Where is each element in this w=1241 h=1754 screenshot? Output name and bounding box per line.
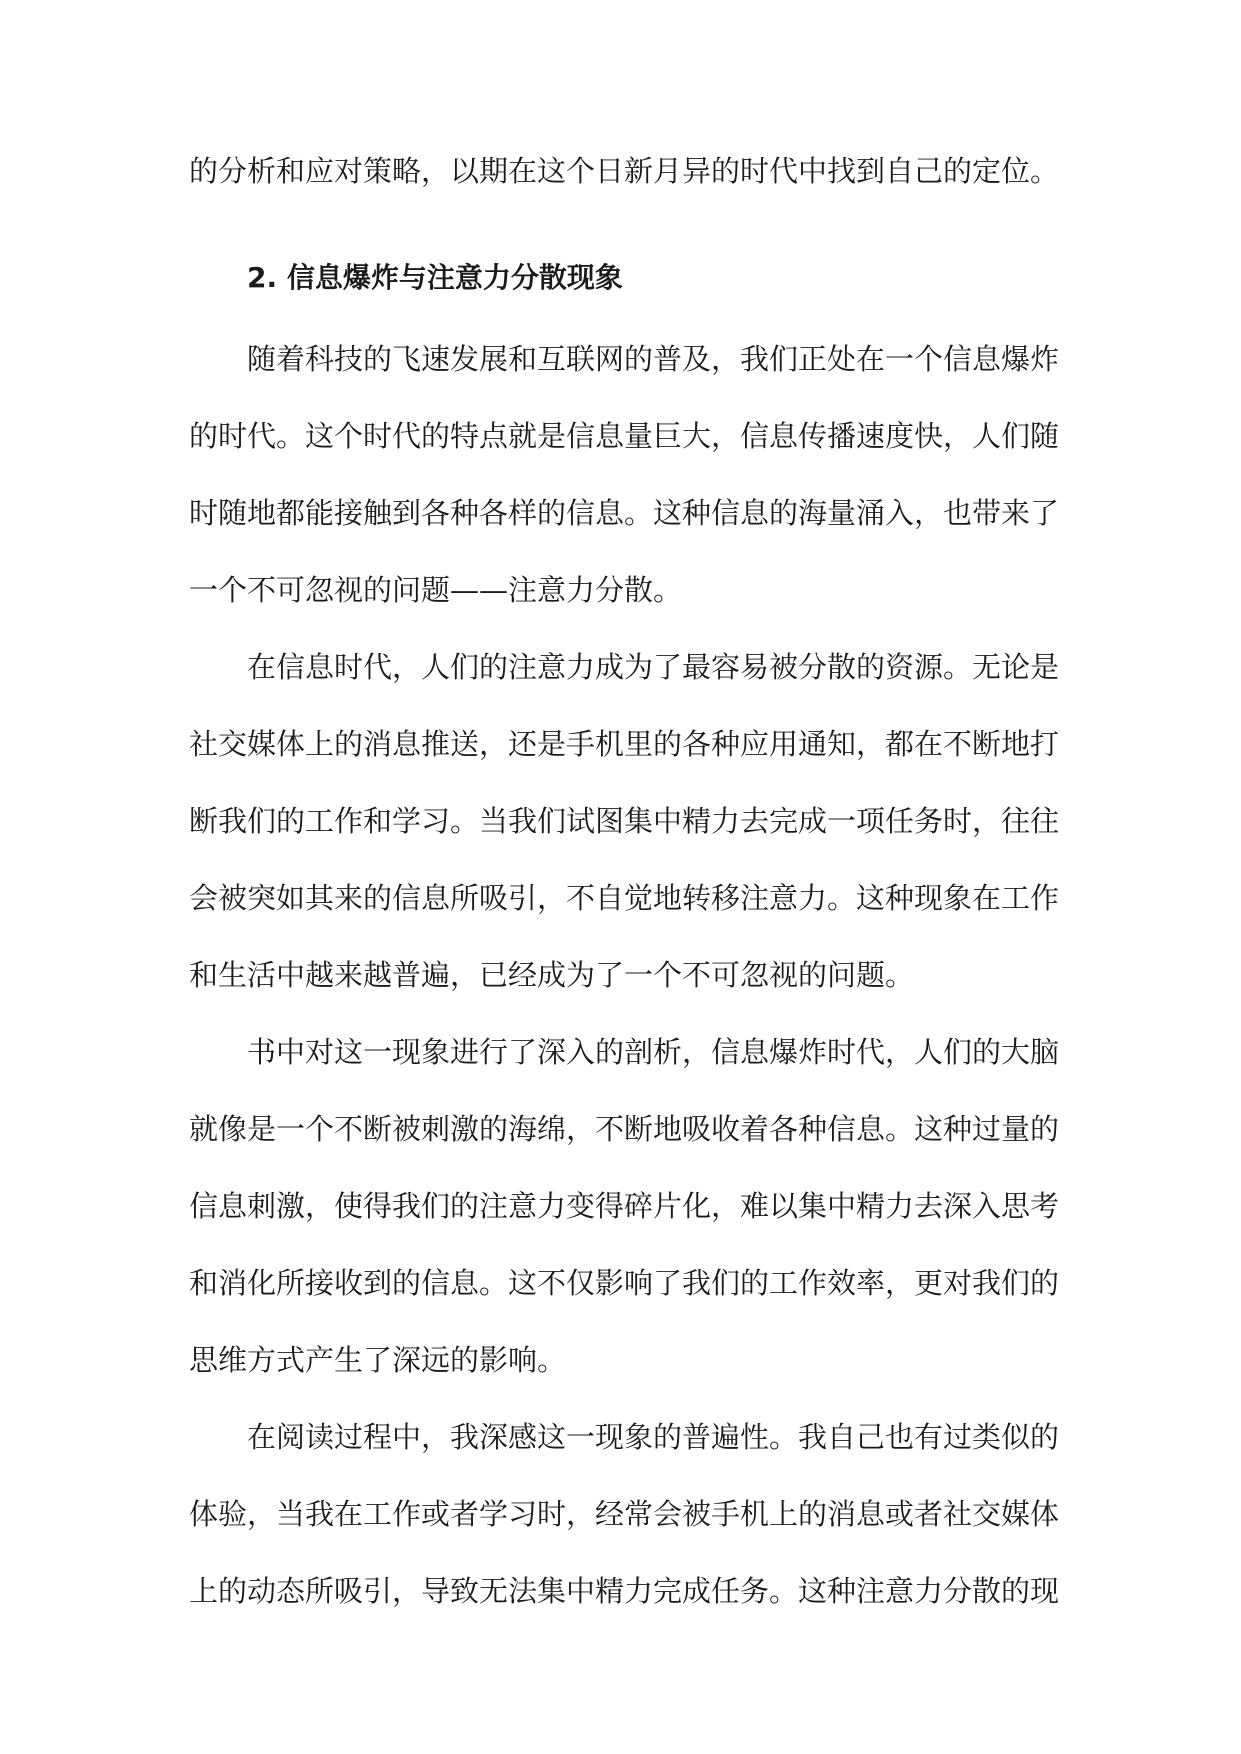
section-number: 2. bbox=[247, 261, 278, 294]
paragraph-line: 断我们的工作和学习。当我们试图集中精力去完成一项任务时，往往 bbox=[189, 804, 1060, 838]
paragraph-line: 上的动态所吸引，导致无法集中精力完成任务。这种注意力分散的现 bbox=[189, 1574, 1060, 1608]
paragraph-line: 信息刺激，使得我们的注意力变得碎片化，难以集中精力去深入思考 bbox=[189, 1189, 1060, 1223]
section-heading bbox=[247, 258, 623, 298]
paragraph-line: 体验，当我在工作或者学习时，经常会被手机上的消息或者社交媒体 bbox=[189, 1497, 1060, 1531]
paragraph-line: 在阅读过程中，我深感这一现象的普遍性。我自己也有过类似的 bbox=[247, 1420, 1060, 1454]
paragraph-line: 就像是一个不断被刺激的海绵，不断地吸收着各种信息。这种过量的 bbox=[189, 1112, 1060, 1146]
paragraph-line: 思维方式产生了深远的影响。 bbox=[189, 1343, 567, 1377]
section-title: 信息爆炸与注意力分散现象 bbox=[286, 261, 623, 294]
paragraph-line: 的分析和应对策略，以期在这个日新月异的时代中找到自己的定位。 bbox=[189, 154, 1060, 188]
paragraph-line: 和生活中越来越普遍，已经成为了一个不可忽视的问题。 bbox=[189, 958, 915, 992]
paragraph-line: 一个不可忽视的问题——注意力分散。 bbox=[189, 573, 683, 607]
paragraph-line: 书中对这一现象进行了深入的剖析，信息爆炸时代，人们的大脑 bbox=[247, 1035, 1060, 1069]
paragraph-line: 在信息时代，人们的注意力成为了最容易被分散的资源。无论是 bbox=[247, 650, 1060, 684]
paragraph-line: 时随地都能接触到各种各样的信息。这种信息的海量涌入，也带来了 bbox=[189, 496, 1060, 530]
paragraph-line: 社交媒体上的消息推送，还是手机里的各种应用通知，都在不断地打 bbox=[189, 727, 1060, 761]
paragraph-line: 和消化所接收到的信息。这不仅影响了我们的工作效率，更对我们的 bbox=[189, 1266, 1060, 1300]
paragraph-line: 会被突如其来的信息所吸引，不自觉地转移注意力。这种现象在工作 bbox=[189, 881, 1060, 915]
paragraph-line: 的时代。这个时代的特点就是信息量巨大，信息传播速度快，人们随 bbox=[189, 419, 1060, 453]
paragraph-line: 随着科技的飞速发展和互联网的普及，我们正处在一个信息爆炸 bbox=[247, 342, 1060, 376]
